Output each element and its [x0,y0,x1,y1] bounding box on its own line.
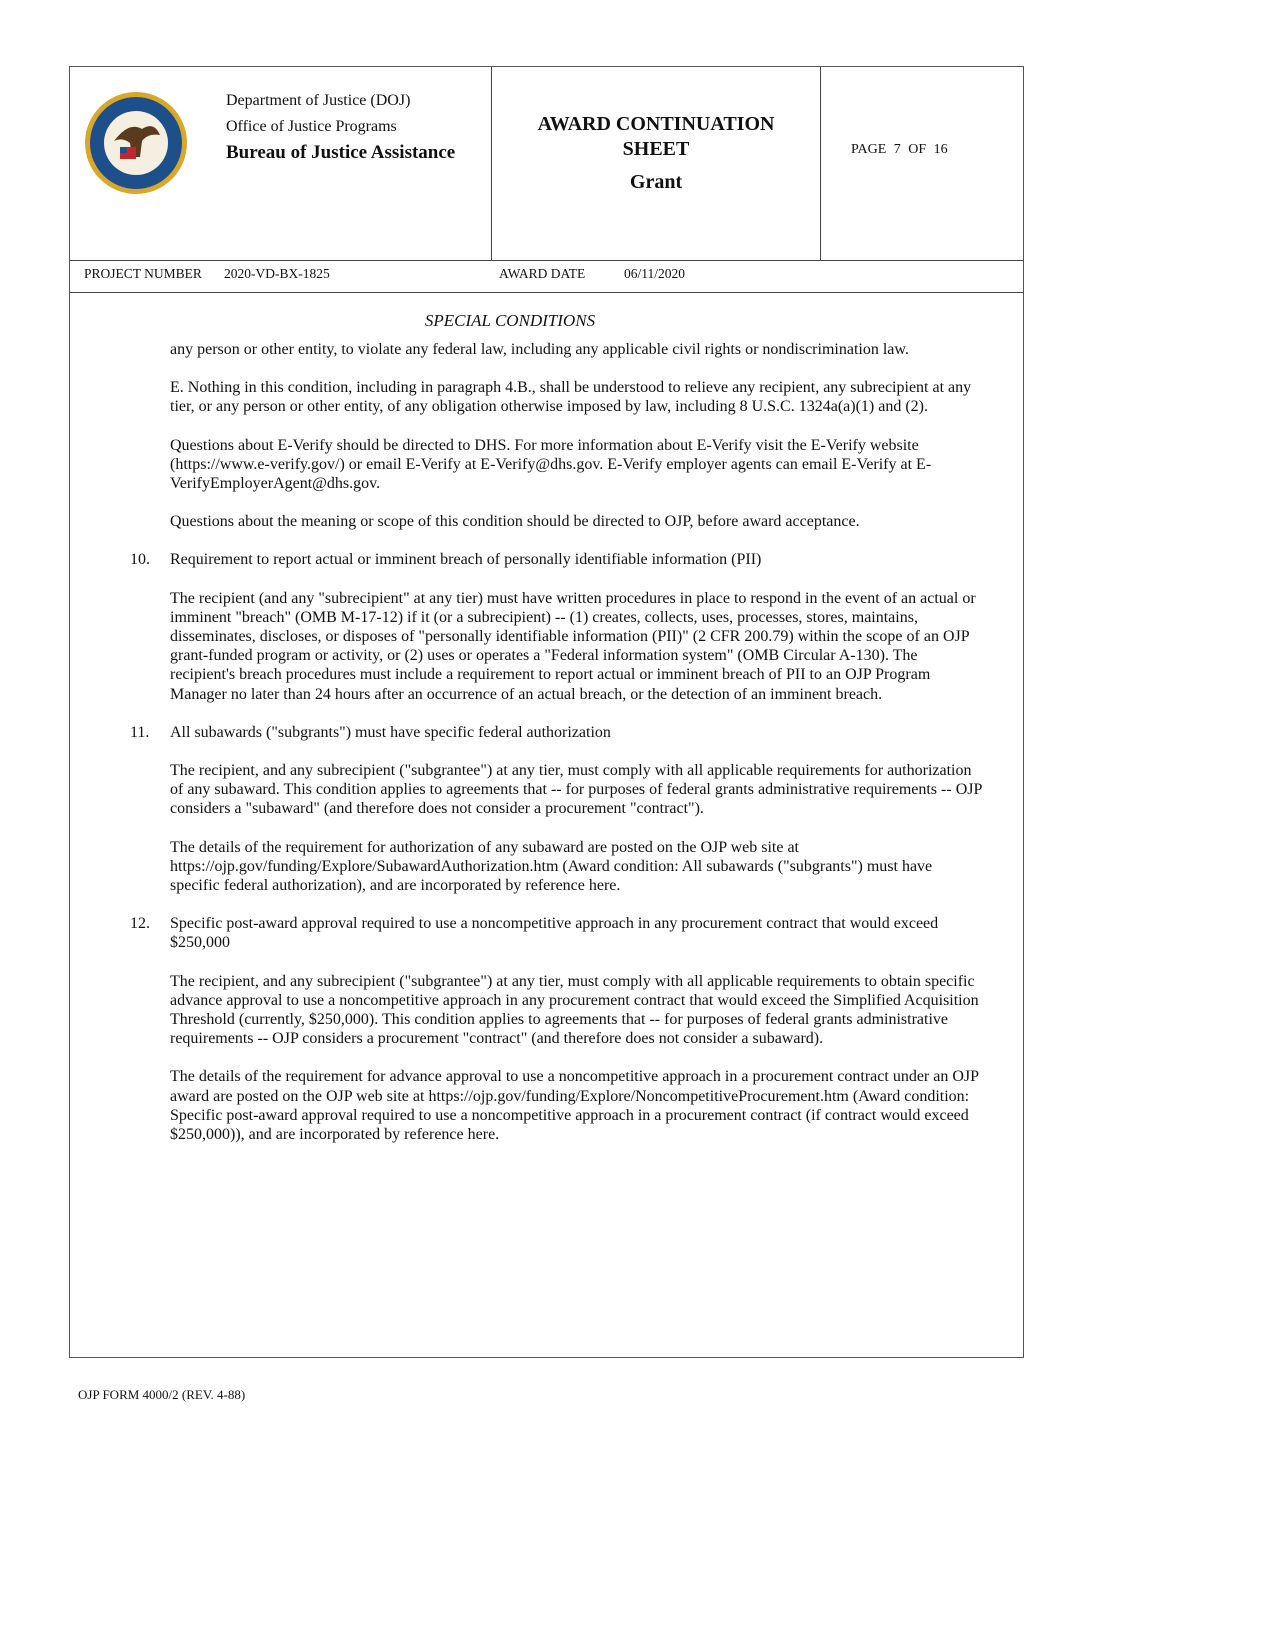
section-title: SPECIAL CONDITIONS [424,311,596,330]
form-footer: OJP FORM 4000/2 (REV. 4-88) [78,1387,246,1402]
condition-heading: Requirement to report actual or imminent breach of personally identifiable information (PII) [170,551,762,569]
project-number-label: PROJECT NUMBER [84,266,202,281]
condition-heading: Specific post-award approval required to use a noncompetitive approach in any procurement contract that would exceed $250,000 [170,915,939,952]
award-date-label: AWARD DATE [499,266,586,281]
paragraph: The recipient, and any subrecipient ("subgrantee") at any tier, must comply with all applicable requirements to obtain specific advance approval to use a noncompetitive approach in any procurement contract that would exceed the Simplified Acquisition Threshold (currently, $250,000). This condition applies to agreements that -- for purposes of federal grants administrative requirements -- OJP considers a procurement "contract" (and therefore does not consider a subaward). [170,972,979,1048]
agency-office: Office of Justice Programs [226,118,397,135]
form-title [492,112,820,195]
paragraph: The recipient, and any subrecipient ("subgrantee") at any tier, must comply with all applicable requirements for authorization of any subaward. This condition applies to agreements that -- for purposes of federal grants administrative requirements -- OJP considers a "subaward" (and therefore does not consider a procurement "contract"). [170,762,982,818]
agency-bureau: Bureau of Justice Assistance [226,142,456,163]
condition-10 [130,550,982,703]
paragraph: The details of the requirement for authorization of any subaward are posted on the OJP web site at https://ojp.gov/funding/Explore/SubawardAuthorization.htm (Award condition: All subawards ("subgrants") must have specific federal authorization), and are incorporated by reference here. [170,838,933,895]
agency-department: Department of Justice (DOJ) [226,92,411,109]
paragraph: any person or other entity, to violate any federal law, including any applicable civil rights or nondiscrimination law. [170,341,909,358]
award-type: Grant [629,171,683,193]
agency-block [226,88,455,166]
project-number: 2020-VD-BX-1825 [224,266,330,281]
condition-number: 10. [130,551,150,569]
paragraph: Questions about E-Verify should be directed to DHS. For more information about E-Verify visit the E-Verify website (https://www.e-verify.gov/) or email E-Verify at E-Verify@dhs.gov. E-Verify employer agents can email E-Verify at E-VerifyEmployerAgent@dhs.gov. [170,436,932,493]
condition-12 [130,914,982,1144]
divider [69,292,1023,293]
title-line: SHEET [622,138,690,160]
divider [69,260,1023,261]
conditions-body [130,340,982,1163]
page-number: PAGE 7 OF 16 [851,142,948,157]
condition-number: 12. [130,915,150,933]
paragraph: Questions about the meaning or scope of this condition should be directed to OJP, before award acceptance. [170,513,860,531]
condition-heading: All subawards ("subgrants") must have specific federal authorization [170,723,611,741]
divider [820,67,821,260]
condition-11 [130,723,982,895]
award-date: 06/11/2020 [624,266,686,281]
title-line: AWARD CONTINUATION [537,113,775,135]
doj-seal-icon [84,91,188,195]
paragraph: The recipient (and any "subrecipient" at any tier) must have written procedures in place to respond in the event of an actual or imminent "breach" (OMB M-17-12) if it (or a subrecipient) -- (1) creates, collects, uses, processes, stores, maintains, disseminates, discloses, or disposes of "personally identifiable information (PII)" (2 CFR 200.79) within the scope of an OJP grant-funded program or activity, or (2) uses or operates a "Federal information system" (OMB Circular A-130). The recipient's breach procedures must include a requirement to report actual or imminent breach of PII to an OJP Program Manager no later than 24 hours after an occurrence of an actual breach, or the detection of an imminent breach. [170,589,976,703]
paragraph: E. Nothing in this condition, including in paragraph 4.B., shall be understood to relieve any recipient, any subrecipient at any tier, or any person or other entity, of any obligation otherwise imposed by law, including 8 U.S.C. 1324a(a)(1) and (2). [170,379,972,416]
condition-number: 11. [130,723,150,741]
paragraph: The details of the requirement for advance approval to use a noncompetitive approach in a procurement contract under an OJP award are posted on the OJP web site at https://ojp.gov/funding/Explore/NoncompetitiveProcurement.htm (Award condition: Specific post-award approval required to use a noncompetitive approach in a procurement contract (if contract would exceed $250,000)), and are incorporated by reference here. [170,1068,979,1144]
